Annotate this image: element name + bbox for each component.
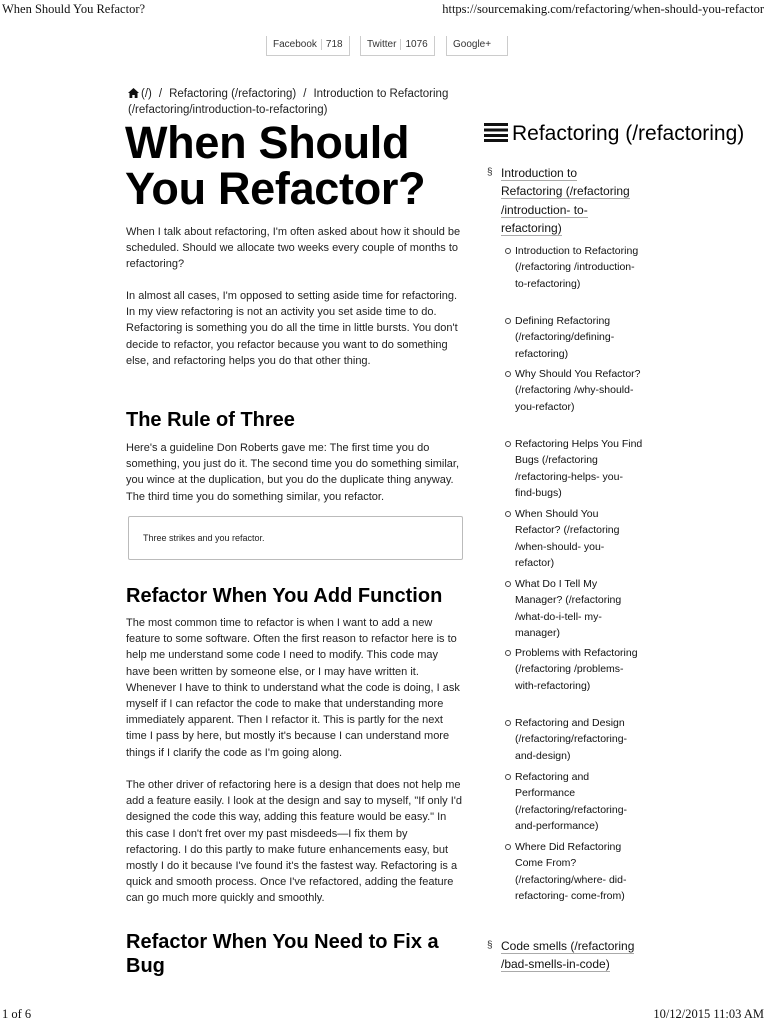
- toc-item-text: Defining Refactoring (/refactoring/defining- refactoring): [515, 315, 615, 360]
- toc-section-text: Introduction to Refactoring (/refactoring /introduction- to-refactoring): [501, 166, 630, 235]
- toc-item-text: When Should You Refactor? (/refactoring /when-should- you-refactor): [515, 508, 620, 569]
- print-timestamp: 10/12/2015 11:03 AM: [653, 1007, 764, 1021]
- bullet-icon: [505, 371, 511, 377]
- bullet-icon: [505, 248, 511, 254]
- toc-item-text: Refactoring and Design (/refactoring/refactoring- and-design): [515, 717, 628, 762]
- home-icon: [128, 88, 139, 98]
- paragraph-add-function-2: The other driver of refactoring here is a design that does not help me add a feature easily. I look at the design and say to myself, "If only I'd designed the code this way, adding this feature would be easy." In this case I don't fret over my past misdeeds—I fix them by refactoring. I do this partly to make future enhancements easy, but mostly I do it because I've found it's the fastest way. Refactoring is a quick and smooth process. Once I've refactored, adding the feature can go much more quickly and smoothly.: [126, 779, 462, 905]
- print-footer: [0, 1006, 768, 1022]
- toc-item-text: Where Did Refactoring Come From? (/refactoring/where- did-refactoring- come-from): [515, 841, 627, 902]
- bullet-icon: [505, 650, 511, 656]
- section-mark: §: [487, 940, 493, 951]
- toc-section-link[interactable]: [501, 164, 641, 237]
- paragraph-rule-of-three: Here's a guideline Don Roberts gave me: The first time you do something, you just do it. The second time you do something similar, you wince at the duplication, but you do the duplicate thing anyway. The third time you do something similar, you refactor.: [126, 442, 460, 503]
- google-share-button[interactable]: [446, 36, 508, 56]
- paragraph-scheduling: When I talk about refactoring, I'm often asked about how it should be scheduled. Should we allocate two weeks every couple of months to refactoring?: [126, 226, 461, 271]
- facebook-label: Facebook: [273, 39, 317, 50]
- heading-fix-bug: Refactor When You Need to Fix a Bug: [126, 931, 439, 977]
- breadcrumb-home[interactable]: [128, 88, 152, 100]
- toc-item-text: What Do I Tell My Manager? (/refactoring /what-do-i-tell- my-manager): [515, 578, 622, 639]
- bullet-icon: [505, 581, 511, 587]
- toc-item-text: Why Should You Refactor? (/refactoring /why-should- you-refactor): [515, 368, 641, 413]
- paragraph-add-function-1: The most common time to refactor is when I want to add a new feature to some software. Often the first reason to refactor here is to help me understand some code I need to modify. This code may have been written by someone else, or I may have written it. Whenever I have to think to understand what the code is doing, I ask myself if I can refactor the code to make that understanding more immediately apparent. Then I refactor it. This is partly for the next time I pass by here, but mostly it's because I can understand more things if I clarify the code as I'm going along.: [126, 617, 460, 759]
- toc-item-text: Introduction to Refactoring (/refactoring /introduction- to-refactoring): [515, 245, 639, 290]
- quote-text: Three strikes and you refactor.: [143, 533, 265, 543]
- quote-box: [128, 516, 463, 560]
- breadcrumb-refactoring[interactable]: Refactoring (/refactoring): [169, 88, 297, 100]
- toc-section-introduction: [487, 164, 647, 238]
- breadcrumb-separator: /: [303, 88, 307, 100]
- toc-title-text: Refactoring (/refactoring): [512, 122, 745, 145]
- toc-section-code-smells: [487, 937, 647, 975]
- breadcrumb: [128, 86, 468, 118]
- bullet-icon: [505, 511, 511, 517]
- twitter-count: 1076: [400, 39, 427, 50]
- facebook-count: 718: [321, 39, 343, 50]
- toc-item-text: Refactoring Helps You Find Bugs (/refactoring /refactoring-helps- you-find-bugs): [515, 438, 643, 499]
- breadcrumb-separator: /: [158, 88, 163, 100]
- print-url: https://sourcemaking.com/refactoring/when-should-you-refactor: [442, 2, 764, 16]
- bullet-icon: [505, 774, 511, 780]
- bullet-icon: [505, 441, 511, 447]
- paragraph-opposed: In almost all cases, I'm opposed to setting aside time for refactoring. In my view refactoring is not an activity you set aside time to do. Refactoring is something you do all the time in little bursts. You don't decide to refactor, you refactor because you want to do something else, and refactoring helps you do that other thing.: [126, 290, 458, 367]
- google-label: Google+: [453, 39, 492, 50]
- print-title: When Should You Refactor?: [2, 2, 146, 16]
- bullet-icon: [505, 318, 511, 324]
- twitter-share-button[interactable]: [360, 36, 435, 56]
- bullet-icon: [505, 720, 511, 726]
- bullet-icon: [505, 844, 511, 850]
- toc-item-text: Problems with Refactoring (/refactoring /problems- with-refactoring): [515, 647, 638, 692]
- breadcrumb-home-text: (/): [141, 88, 152, 100]
- section-mark: §: [487, 167, 493, 178]
- breadcrumb-introduction[interactable]: Introduction to Refactoring (/refactoring/introduction-to-refactoring): [128, 88, 449, 116]
- toc-section-text: Code smells (/refactoring /bad-smells-in-code): [501, 939, 635, 972]
- page-number: 1 of 6: [2, 1007, 32, 1021]
- twitter-label: Twitter: [367, 39, 397, 50]
- facebook-share-button[interactable]: [266, 36, 350, 56]
- toc-title[interactable]: [484, 120, 768, 150]
- page-title: When Should You Refactor?: [125, 117, 426, 214]
- print-header: [0, 0, 768, 16]
- menu-icon: [484, 122, 508, 142]
- toc-item-text: Refactoring and Performance (/refactoring/refactoring- and-performance): [515, 771, 628, 832]
- toc-section-link[interactable]: [501, 937, 641, 974]
- heading-add-function: Refactor When You Add Function: [126, 585, 443, 607]
- heading-rule-of-three: The Rule of Three: [126, 409, 295, 431]
